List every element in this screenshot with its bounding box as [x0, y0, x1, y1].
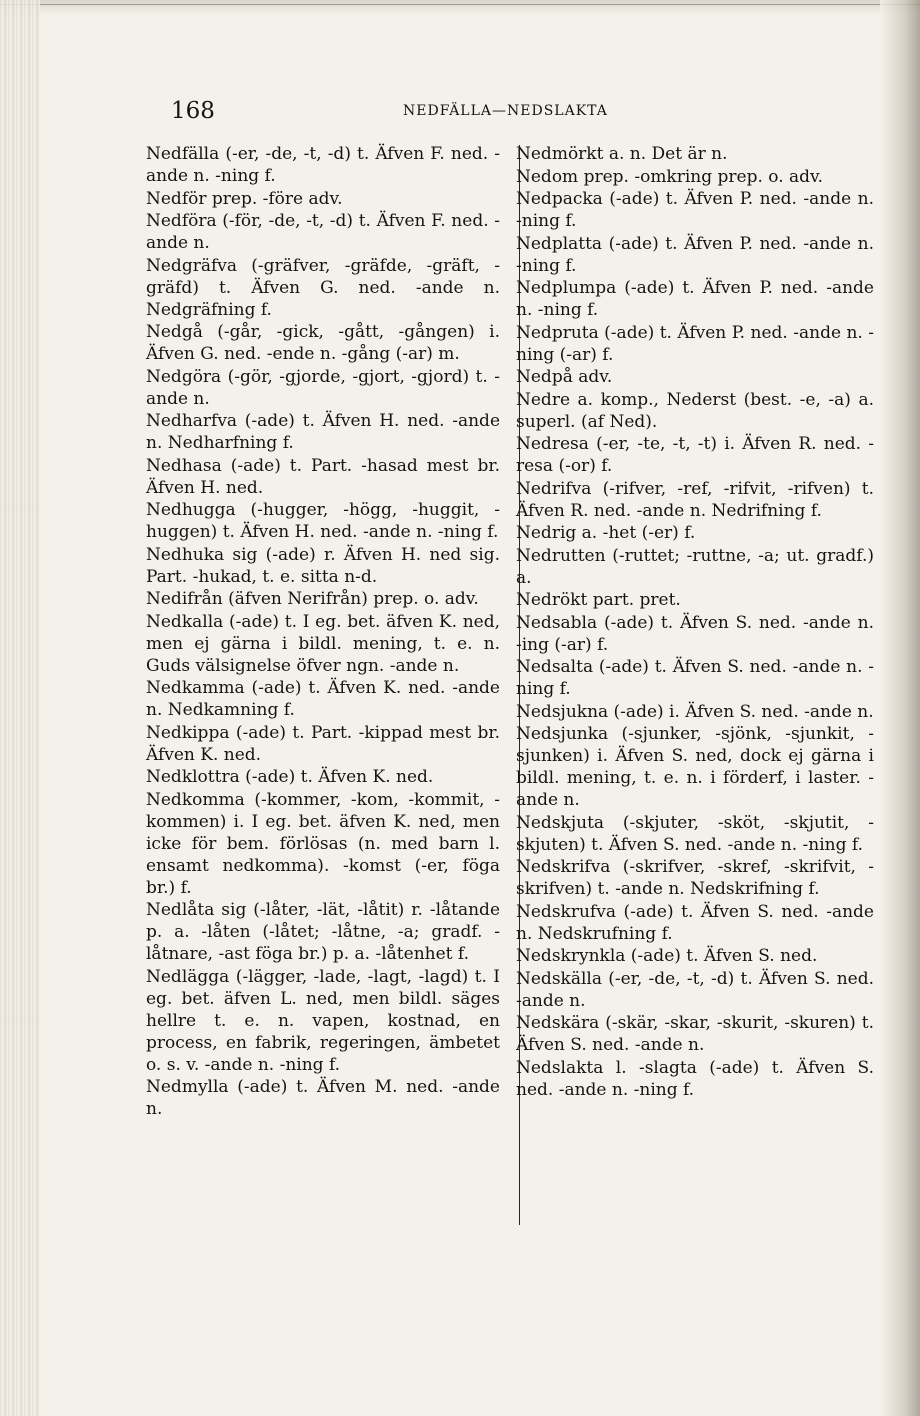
dictionary-entry: Nedhugga (-hugger, -högg, -huggit, -huggen) t. Äfven H. ned. -ande n. -ning f.: [146, 500, 500, 542]
dictionary-entry: Nedmylla (-ade) t. Äfven M. ned. -ande n.: [146, 1077, 500, 1119]
dictionary-entry: Nedfälla (-er, -de, -t, -d) t. Äfven F. ned. -ande n. -ning f.: [146, 144, 500, 186]
dictionary-entry: Nedskälla (-er, -de, -t, -d) t. Äfven S. ned. -ande n.: [516, 968, 874, 1011]
dictionary-entry: Nedpå adv.: [516, 367, 613, 387]
dictionary-entry: Nedskära (-skär, -skar, -skurit, -skuren) t. Äfven S. ned. -ande n.: [516, 1013, 874, 1055]
dictionary-entry: Nedslakta l. -slagta (-ade) t. Äfven S. ned. -ande n. -ning f.: [516, 1057, 874, 1100]
dictionary-entry: Nedrutten (-ruttet; -ruttne, -a; ut. gradf.) a.: [516, 545, 874, 588]
dictionary-entry: Nedkalla (-ade) t. I eg. bet. äfven K. ned, men ej gärna i bildl. mening, t. e. n. Guds välsignelse öfver ngn. -ande n.: [146, 611, 500, 676]
dictionary-entry: Nedrifva (-rifver, -ref, -rifvit, -rifven) t. Äfven R. ned. -ande n. Nedrifning f.: [516, 478, 874, 521]
dictionary-entry: Nedplumpa (-ade) t. Äfven P. ned. -ande n. -ning f.: [516, 278, 874, 320]
running-head: NEDFÄLLA—NEDSLAKTA: [403, 103, 608, 119]
dictionary-entry: Nedpacka (-ade) t. Äfven P. ned. -ande n. -ning f.: [516, 189, 874, 231]
dictionary-entry: Nedskrynkla (-ade) t. Äfven S. ned.: [516, 946, 818, 966]
dictionary-entry: Nedhuka sig (-ade) r. Äfven H. ned sig. Part. -hukad, t. e. sitta n-d.: [146, 544, 500, 587]
page-number: 168: [171, 98, 215, 124]
dictionary-entry: Nedgå (-går, -gick, -gått, -gången) i. Äfven G. ned. -ende n. -gång (-ar) m.: [146, 322, 500, 364]
binding-edge: [0, 0, 40, 1416]
dictionary-entry: Nedlåta sig (-låter, -lät, -låtit) r. -låtande p. a. -låten (-låtet; -låtne, -a; gradf. -låtnare, -ast föga br.) p. a. -låtenhet f.: [146, 900, 500, 964]
dictionary-entry: Nedplatta (-ade) t. Äfven P. ned. -ande n. -ning f.: [516, 233, 874, 276]
dictionary-entry: Nedresa (-er, -te, -t, -t) i. Äfven R. ned. -resa (-or) f.: [516, 434, 874, 476]
dictionary-entry: Nedskrufva (-ade) t. Äfven S. ned. -ande n. Nedskrufning f.: [516, 901, 874, 944]
dictionary-entry: Nedsabla (-ade) t. Äfven S. ned. -ande n. -ing (-ar) f.: [516, 612, 874, 655]
dictionary-entry: Nedmörkt a. n. Det är n.: [516, 144, 728, 164]
dictionary-entry: Nedkomma (-kommer, -kom, -kommit, -kommen) i. I eg. bet. äfven K. ned, men icke för bem. förlösas (n. med barn l. ensamt nedkomma). -komst (-er, föga br.) f.: [146, 789, 500, 898]
dictionary-entry: Nedföra (-för, -de, -t, -d) t. Äfven F. ned. -ande n.: [146, 211, 500, 253]
dictionary-entry: Nedifrån (äfven Nerifrån) prep. o. adv.: [146, 589, 479, 609]
dictionary-entry: Nedskjuta (-skjuter, -sköt, -skjutit, -skjuten) t. Äfven S. ned. -ande n. -ning f.: [516, 812, 874, 855]
dictionary-entry: Nedom prep. -omkring prep. o. adv.: [516, 166, 824, 187]
dictionary-entry: Nedhasa (-ade) t. Part. -hasad mest br. Äfven H. ned.: [146, 455, 500, 498]
dictionary-entry: Nedharfva (-ade) t. Äfven H. ned. -ande n. Nedharfning f.: [146, 411, 500, 453]
dictionary-entry: Nedsalta (-ade) t. Äfven S. ned. -ande n. -ning f.: [516, 657, 874, 699]
page-right-edge: [880, 0, 920, 1416]
dictionary-entry: Nedlägga (-lägger, -lade, -lagt, -lagd) t. I eg. bet. äfven L. ned, men bildl. säges hellre t. e. n. vapen, kostnad, en process, en fabrik, regeringen, ämbetet o. s. v. -ande n. -ning f.: [146, 966, 500, 1075]
page-header: [163, 96, 863, 126]
dictionary-entry: Nedför prep. -före adv.: [146, 188, 343, 209]
dictionary-entry: Nedgöra (-gör, -gjorde, -gjort, -gjord) t. -ande n.: [146, 366, 500, 409]
dictionary-entry: Nedrig a. -het (-er) f.: [516, 523, 696, 543]
page-top-edge: [0, 0, 920, 14]
top-rule: [0, 4, 920, 5]
dictionary-entry: Nedskrifva (-skrifver, -skref, -skrifvit, -skrifven) t. -ande n. Nedskrifning f.: [516, 857, 874, 899]
left-column: [146, 143, 500, 1121]
dictionary-entry: Nedre a. komp., Nederst (best. -e, -a) a. superl. (af Ned).: [516, 389, 874, 432]
right-column: [516, 143, 874, 1101]
dictionary-entry: Nedgräfva (-gräfver, -gräfde, -gräft, -gräfd) t. Äfven G. ned. -ande n. Nedgräfning f.: [146, 255, 500, 320]
dictionary-entry: Nedkippa (-ade) t. Part. -kippad mest br. Äfven K. ned.: [146, 722, 500, 765]
dictionary-entry: Nedrökt part. pret.: [516, 590, 681, 610]
dictionary-entry: Nedkamma (-ade) t. Äfven K. ned. -ande n. Nedkamning f.: [146, 678, 500, 720]
dictionary-entry: Nedsjukna (-ade) i. Äfven S. ned. -ande n.: [516, 701, 874, 722]
dictionary-entry: Nedsjunka (-sjunker, -sjönk, -sjunkit, -sjunken) i. Äfven S. ned, dock ej gärna i bildl. mening, t. e. n. i förderf, i laster. -ande n.: [516, 724, 874, 810]
dictionary-entry: Nedklottra (-ade) t. Äfven K. ned.: [146, 767, 434, 787]
dictionary-entry: Nedpruta (-ade) t. Äfven P. ned. -ande n. -ning (-ar) f.: [516, 322, 874, 365]
